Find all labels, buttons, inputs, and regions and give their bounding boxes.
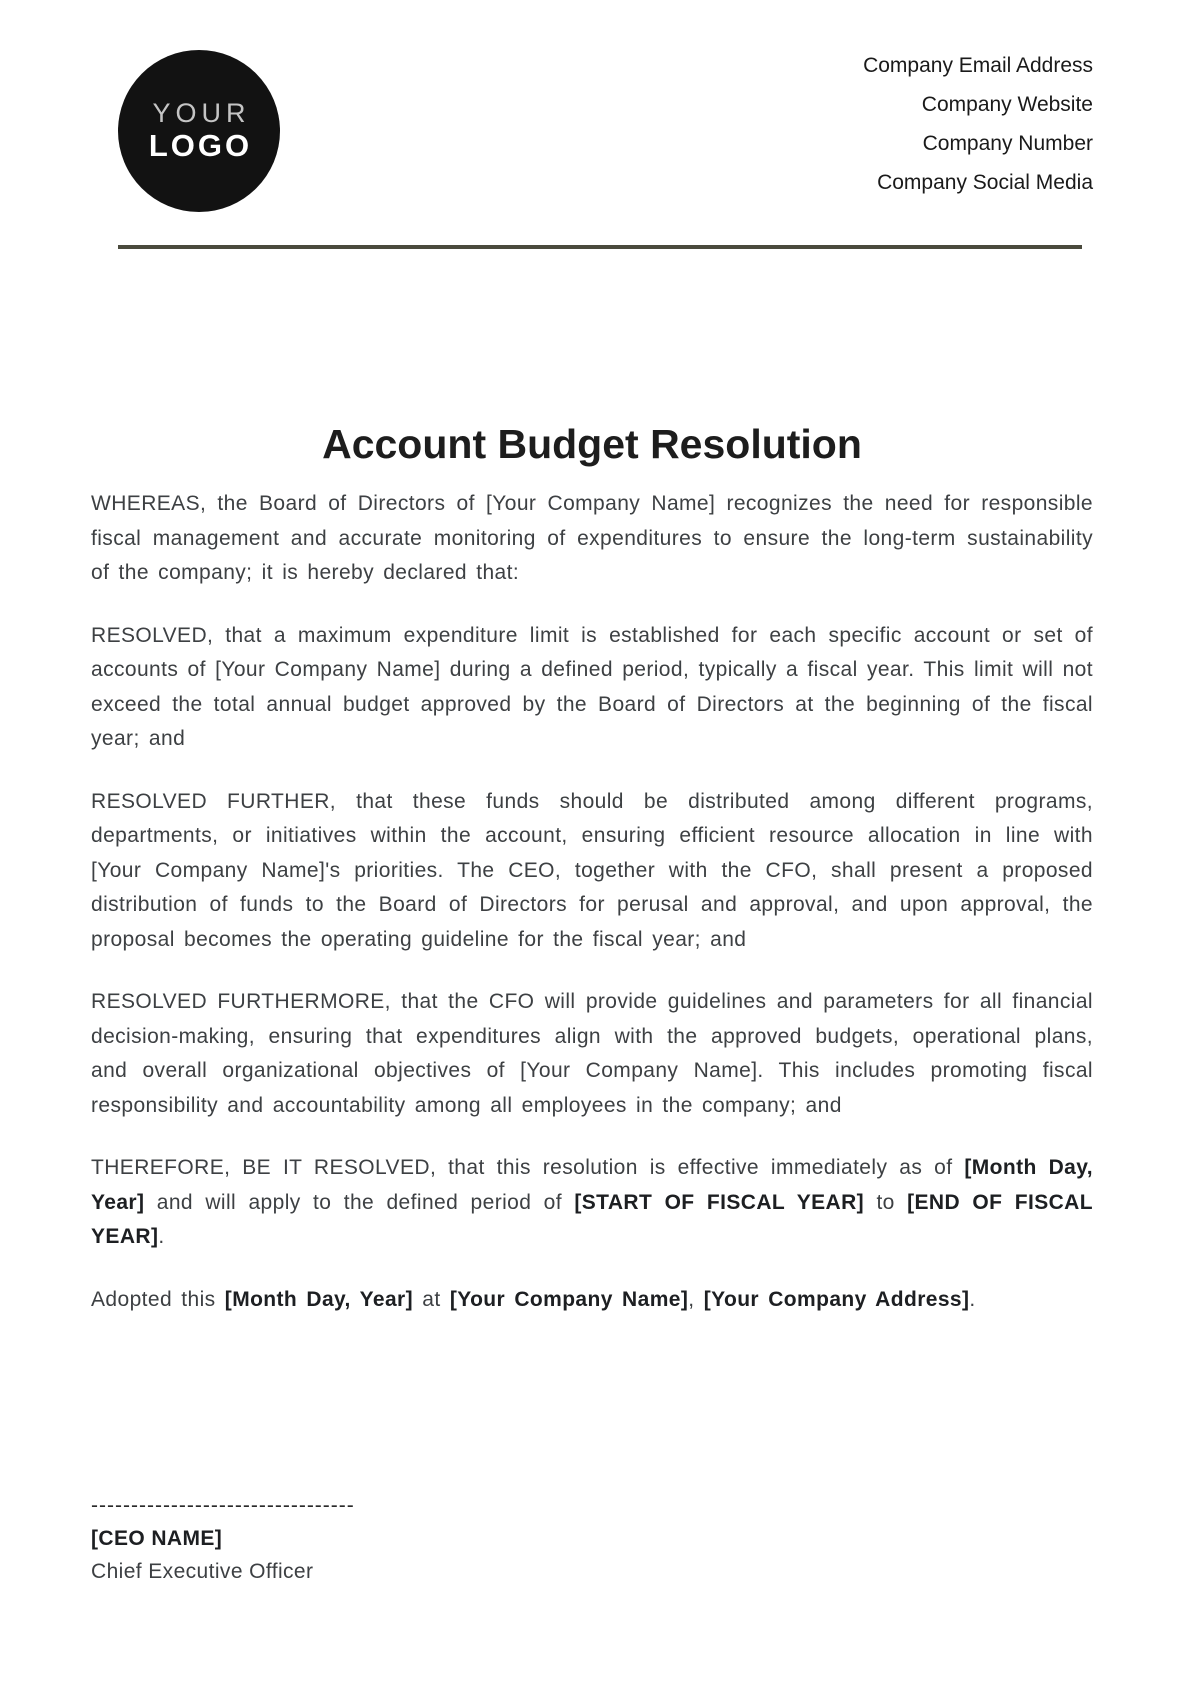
page-title: Account Budget Resolution [322, 421, 862, 467]
document-body [91, 487, 1093, 1317]
paragraph-adopted [91, 1283, 1093, 1318]
contact-line-social: Company Social Media [877, 171, 1093, 194]
contact-line-number: Company Number [922, 132, 1093, 155]
letterhead [91, 46, 1093, 212]
body-text: . [158, 1225, 165, 1248]
contact-block [863, 46, 1093, 202]
placeholder-bold-text: [START OF FISCAL YEAR] [574, 1190, 865, 1214]
body-text: RESOLVED FURTHER, that these funds should be distributed among different programs, departments, or initiatives within the account, ensuring efficient resource allocation in line with [Your Company Name]'s priorities. The CEO, together with the CFO, shall present a proposed distribution of funds to the Board of Directors for perusal and approval, and upon approval, the proposal becomes the operating guideline for the fiscal year; and [91, 789, 1093, 951]
paragraph-resolved-furthermore [91, 985, 1093, 1123]
body-text: to [864, 1190, 908, 1214]
logo-text-logo: LOGO [148, 127, 253, 163]
ceo-title: Chief Executive Officer [91, 1560, 314, 1583]
contact-line-website: Company Website [921, 93, 1093, 116]
header-divider [118, 245, 1082, 249]
body-text: and will apply to the defined period of [144, 1190, 575, 1214]
contact-line-email: Company Email Address [863, 54, 1093, 77]
paragraph-therefore [91, 1151, 1093, 1255]
signature-block [91, 1489, 1093, 1588]
body-text: , [688, 1287, 704, 1311]
logo-text-your: YOUR [152, 98, 251, 129]
placeholder-bold-text: [Your Company Address] [703, 1287, 970, 1311]
placeholder-bold-text: [Month Day, Year] [224, 1287, 414, 1311]
body-text: Adopted this [91, 1287, 225, 1311]
placeholder-bold-text: [Your Company Name] [449, 1287, 689, 1311]
body-text: at [413, 1287, 450, 1311]
company-logo [118, 50, 280, 212]
body-text: WHEREAS, the Board of Directors of [Your Company Name] recognizes the need for responsible fiscal management and accurate monitoring of expenditures to ensure the long-term sustainability of the company; it is hereby declared that: [91, 492, 1093, 584]
ceo-name: [CEO NAME] [91, 1527, 223, 1550]
paragraph-whereas [91, 487, 1093, 591]
paragraph-resolved [91, 619, 1093, 757]
paragraph-resolved-further [91, 785, 1093, 958]
body-text: RESOLVED, that a maximum expenditure limit is established for each specific account or set of accounts of [Your Company Name] during a defined period, typically a fiscal year. This limit will not exceed the total annual budget approved by the Board of Directors at the beginning of the fiscal year; and [91, 623, 1093, 750]
placeholder-bold-text: [END OF FISCAL YEAR] [91, 1190, 1093, 1248]
body-text: THEREFORE, BE IT RESOLVED, that this resolution is effective immediately as of [91, 1156, 965, 1179]
body-text: RESOLVED FURTHERMORE, that the CFO will provide guidelines and parameters for all financial decision-making, ensuring that expenditures align with the approved budgets, operational plans, and overall organizational objectives of [Your Company Name]. This includes promoting fiscal responsibility and accountability among all employees in the company; and [91, 990, 1093, 1117]
placeholder-bold-text: [Month Day, Year] [91, 1156, 1093, 1214]
body-text: . [969, 1287, 976, 1311]
signature-line: --------------------------------- [91, 1494, 355, 1517]
